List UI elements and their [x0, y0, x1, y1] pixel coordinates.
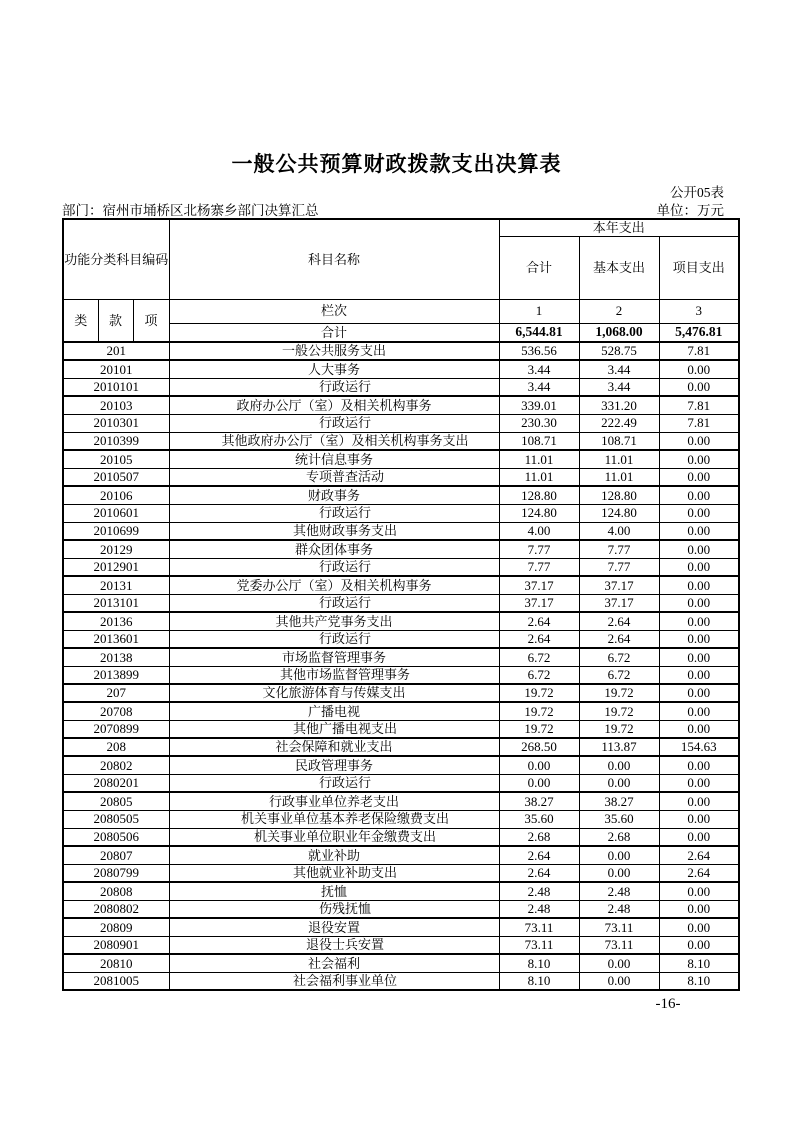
row-total-value: 6.72: [499, 666, 579, 684]
table-row: [63, 432, 739, 450]
row-project-expense-value: 0.00: [659, 684, 739, 702]
row-total-value: 7.77: [499, 558, 579, 576]
row-project-expense-value: 0.00: [659, 828, 739, 846]
row-project-expense-value: 154.63: [659, 738, 739, 756]
row-code: 20805: [63, 792, 169, 810]
row-total-value: 2.64: [499, 612, 579, 630]
table-row: [63, 810, 739, 828]
row-basic-expense-value: 35.60: [579, 810, 659, 828]
row-total-value: 2.48: [499, 900, 579, 918]
row-subject-name: 行政运行: [169, 630, 499, 648]
row-basic-expense-value: 4.00: [579, 522, 659, 540]
row-code: 2013899: [63, 666, 169, 684]
header-current-year-group: 本年支出: [499, 219, 739, 236]
table-row: [63, 486, 739, 504]
row-basic-expense-value: 2.64: [579, 612, 659, 630]
row-project-expense-value: 0.00: [659, 936, 739, 954]
table-row: [63, 522, 739, 540]
header-row-groups: [63, 219, 739, 236]
table-row: [63, 342, 739, 360]
row-basic-expense-value: 73.11: [579, 936, 659, 954]
row-total-value: 108.71: [499, 432, 579, 450]
row-basic-expense-value: 108.71: [579, 432, 659, 450]
row-total-value: 19.72: [499, 702, 579, 720]
table-row: [63, 864, 739, 882]
row-subject-name: 社会福利事业单位: [169, 972, 499, 990]
row-code: 2080901: [63, 936, 169, 954]
row-subject-name: 其他广播电视支出: [169, 720, 499, 738]
row-total-value: 37.17: [499, 594, 579, 612]
row-project-expense-value: 0.00: [659, 360, 739, 378]
row-code: 2080799: [63, 864, 169, 882]
row-project-expense-value: 0.00: [659, 666, 739, 684]
row-project-expense-value: 2.64: [659, 846, 739, 864]
row-basic-expense-value: 11.01: [579, 468, 659, 486]
row-total-value: 128.80: [499, 486, 579, 504]
row-basic-expense-value: 19.72: [579, 720, 659, 738]
row-project-expense-value: 0.00: [659, 450, 739, 468]
row-basic-expense-value: 7.77: [579, 558, 659, 576]
row-subject-name: 社会保障和就业支出: [169, 738, 499, 756]
row-subject-name: 政府办公厅（室）及相关机构事务: [169, 396, 499, 414]
row-total-value: 6.72: [499, 648, 579, 666]
row-basic-expense-value: 19.72: [579, 684, 659, 702]
row-code: 2013601: [63, 630, 169, 648]
row-total-value: 0.00: [499, 774, 579, 792]
row-project-expense-value: 0.00: [659, 774, 739, 792]
row-total-value: 38.27: [499, 792, 579, 810]
table-row: [63, 720, 739, 738]
row-code: 20106: [63, 486, 169, 504]
row-subject-name: 行政运行: [169, 594, 499, 612]
table-row: [63, 540, 739, 558]
row-subject-name: 人大事务: [169, 360, 499, 378]
header-col-project-expense: 项目支出: [659, 236, 739, 299]
department-label: 部门：宿州市埇桥区北杨寨乡部门决算汇总: [62, 203, 319, 218]
row-total-value: 7.77: [499, 540, 579, 558]
row-total-value: 19.72: [499, 720, 579, 738]
table-row: [63, 936, 739, 954]
row-basic-expense-value: 0.00: [579, 864, 659, 882]
row-code: 2012901: [63, 558, 169, 576]
row-code: 207: [63, 684, 169, 702]
row-total-value: 11.01: [499, 468, 579, 486]
header-col-item: 项: [133, 299, 169, 342]
row-basic-expense-value: 3.44: [579, 360, 659, 378]
row-subject-name: 其他市场监督管理事务: [169, 666, 499, 684]
row-total-value: 19.72: [499, 684, 579, 702]
row-project-expense-value: 0.00: [659, 630, 739, 648]
row-basic-expense-value: 113.87: [579, 738, 659, 756]
table-row: [63, 828, 739, 846]
unit-label: 单位：万元: [656, 203, 724, 218]
row-subject-name: 抚恤: [169, 882, 499, 900]
row-total-value: 230.30: [499, 414, 579, 432]
row-project-expense-value: 0.00: [659, 810, 739, 828]
row-subject-name: 群众团体事务: [169, 540, 499, 558]
row-code: 20810: [63, 954, 169, 972]
row-project-expense-value: 0.00: [659, 882, 739, 900]
row-basic-expense-value: 528.75: [579, 342, 659, 360]
row-total-value: 11.01: [499, 450, 579, 468]
public-table-label: 公开05表: [670, 185, 724, 200]
table-row: [63, 702, 739, 720]
row-code: 2010699: [63, 522, 169, 540]
row-code: 2080201: [63, 774, 169, 792]
row-subject-name: 其他共产党事务支出: [169, 612, 499, 630]
row-code: 20101: [63, 360, 169, 378]
row-code: 20103: [63, 396, 169, 414]
row-code: 20807: [63, 846, 169, 864]
table-row: [63, 630, 739, 648]
row-project-expense-value: 8.10: [659, 972, 739, 990]
row-code: 20136: [63, 612, 169, 630]
grand-total-label: 合计: [169, 323, 499, 342]
row-basic-expense-value: 2.48: [579, 900, 659, 918]
row-basic-expense-value: 0.00: [579, 846, 659, 864]
row-code: 2080506: [63, 828, 169, 846]
row-code: 20131: [63, 576, 169, 594]
row-subject-name: 市场监督管理事务: [169, 648, 499, 666]
row-basic-expense-value: 6.72: [579, 648, 659, 666]
row-basic-expense-value: 0.00: [579, 774, 659, 792]
row-total-value: 2.64: [499, 846, 579, 864]
table-row: [63, 918, 739, 936]
table-row: [63, 684, 739, 702]
table-row: [63, 378, 739, 396]
row-total-value: 536.56: [499, 342, 579, 360]
row-total-value: 2.48: [499, 882, 579, 900]
row-subject-name: 广播电视: [169, 702, 499, 720]
row-code: 2010399: [63, 432, 169, 450]
table-row: [63, 972, 739, 990]
header-col-index-1: 1: [499, 299, 579, 323]
table-row: [63, 792, 739, 810]
table-row: [63, 450, 739, 468]
row-subject-name: 专项普查活动: [169, 468, 499, 486]
row-total-value: 73.11: [499, 918, 579, 936]
row-project-expense-value: 7.81: [659, 342, 739, 360]
header-col-basic-expense: 基本支出: [579, 236, 659, 299]
row-total-value: 268.50: [499, 738, 579, 756]
row-code: 2013101: [63, 594, 169, 612]
row-code: 2081005: [63, 972, 169, 990]
table-row: [63, 504, 739, 522]
row-project-expense-value: 0.00: [659, 378, 739, 396]
row-total-value: 37.17: [499, 576, 579, 594]
row-subject-name: 一般公共服务支出: [169, 342, 499, 360]
row-subject-name: 行政运行: [169, 558, 499, 576]
row-subject-name: 机关事业单位基本养老保险缴费支出: [169, 810, 499, 828]
table-row: [63, 846, 739, 864]
row-project-expense-value: 0.00: [659, 720, 739, 738]
row-code: 208: [63, 738, 169, 756]
row-project-expense-value: 2.64: [659, 864, 739, 882]
row-subject-name: 社会福利: [169, 954, 499, 972]
budget-table: [62, 218, 740, 991]
row-total-value: 3.44: [499, 378, 579, 396]
header-col-total: 合计: [499, 236, 579, 299]
header-subject-name: 科目名称: [169, 219, 499, 299]
grand-total-basic: 1,068.00: [579, 323, 659, 342]
row-subject-name: 其他就业补助支出: [169, 864, 499, 882]
row-project-expense-value: 0.00: [659, 522, 739, 540]
row-code: 2080505: [63, 810, 169, 828]
row-project-expense-value: 0.00: [659, 702, 739, 720]
header-col-section: 款: [98, 299, 133, 342]
row-subject-name: 党委办公厅（室）及相关机构事务: [169, 576, 499, 594]
header-col-index-3: 3: [659, 299, 739, 323]
row-basic-expense-value: 7.77: [579, 540, 659, 558]
row-code: 20138: [63, 648, 169, 666]
row-project-expense-value: 7.81: [659, 414, 739, 432]
row-code: 2010601: [63, 504, 169, 522]
row-subject-name: 文化旅游体育与传媒支出: [169, 684, 499, 702]
row-basic-expense-value: 0.00: [579, 954, 659, 972]
row-basic-expense-value: 331.20: [579, 396, 659, 414]
table-row: [63, 900, 739, 918]
row-subject-name: 民政管理事务: [169, 756, 499, 774]
row-subject-name: 其他财政事务支出: [169, 522, 499, 540]
row-project-expense-value: 0.00: [659, 432, 739, 450]
row-total-value: 2.64: [499, 630, 579, 648]
table-row: [63, 594, 739, 612]
row-basic-expense-value: 19.72: [579, 702, 659, 720]
row-subject-name: 机关事业单位职业年金缴费支出: [169, 828, 499, 846]
row-project-expense-value: 8.10: [659, 954, 739, 972]
header-row-index-label: 栏次: [169, 299, 499, 323]
budget-table-body: [63, 219, 739, 990]
row-subject-name: 其他政府办公厅（室）及相关机构事务支出: [169, 432, 499, 450]
header-col-class: 类: [63, 299, 98, 342]
row-project-expense-value: 0.00: [659, 504, 739, 522]
table-row: [63, 774, 739, 792]
row-basic-expense-value: 2.68: [579, 828, 659, 846]
row-total-value: 339.01: [499, 396, 579, 414]
table-row: [63, 396, 739, 414]
row-basic-expense-value: 38.27: [579, 792, 659, 810]
row-project-expense-value: 0.00: [659, 612, 739, 630]
row-total-value: 73.11: [499, 936, 579, 954]
table-row: [63, 558, 739, 576]
table-row: [63, 612, 739, 630]
row-project-expense-value: 0.00: [659, 918, 739, 936]
row-basic-expense-value: 128.80: [579, 486, 659, 504]
row-total-value: 124.80: [499, 504, 579, 522]
row-subject-name: 行政运行: [169, 504, 499, 522]
meta-line: [62, 199, 730, 219]
row-code: 2010101: [63, 378, 169, 396]
row-basic-expense-value: 37.17: [579, 576, 659, 594]
row-basic-expense-value: 11.01: [579, 450, 659, 468]
row-total-value: 0.00: [499, 756, 579, 774]
row-project-expense-value: 0.00: [659, 468, 739, 486]
row-subject-name: 行政运行: [169, 414, 499, 432]
row-subject-name: 行政事业单位养老支出: [169, 792, 499, 810]
row-total-value: 3.44: [499, 360, 579, 378]
row-project-expense-value: 0.00: [659, 576, 739, 594]
table-row: [63, 468, 739, 486]
row-total-value: 2.64: [499, 864, 579, 882]
row-code: 2010301: [63, 414, 169, 432]
row-project-expense-value: 0.00: [659, 648, 739, 666]
row-project-expense-value: 0.00: [659, 594, 739, 612]
row-basic-expense-value: 37.17: [579, 594, 659, 612]
row-total-value: 35.60: [499, 810, 579, 828]
row-basic-expense-value: 3.44: [579, 378, 659, 396]
row-total-value: 2.68: [499, 828, 579, 846]
table-row: [63, 882, 739, 900]
row-code: 2080802: [63, 900, 169, 918]
row-code: 20802: [63, 756, 169, 774]
row-code: 20708: [63, 702, 169, 720]
row-basic-expense-value: 124.80: [579, 504, 659, 522]
row-project-expense-value: 0.00: [659, 756, 739, 774]
row-basic-expense-value: 6.72: [579, 666, 659, 684]
row-basic-expense-value: 2.48: [579, 882, 659, 900]
row-project-expense-value: 0.00: [659, 792, 739, 810]
row-total-value: 8.10: [499, 972, 579, 990]
table-row: [63, 738, 739, 756]
row-basic-expense-value: 2.64: [579, 630, 659, 648]
table-row: [63, 576, 739, 594]
row-subject-name: 退役士兵安置: [169, 936, 499, 954]
table-row: [63, 648, 739, 666]
row-basic-expense-value: 0.00: [579, 972, 659, 990]
row-code: 20129: [63, 540, 169, 558]
row-total-value: 8.10: [499, 954, 579, 972]
row-project-expense-value: 0.00: [659, 540, 739, 558]
row-project-expense-value: 0.00: [659, 486, 739, 504]
row-subject-name: 财政事务: [169, 486, 499, 504]
row-basic-expense-value: 73.11: [579, 918, 659, 936]
row-code: 20105: [63, 450, 169, 468]
row-project-expense-value: 0.00: [659, 900, 739, 918]
row-subject-name: 行政运行: [169, 774, 499, 792]
table-row: [63, 360, 739, 378]
row-subject-name: 行政运行: [169, 378, 499, 396]
row-total-value: 4.00: [499, 522, 579, 540]
grand-total-project: 5,476.81: [659, 323, 739, 342]
row-code: 20809: [63, 918, 169, 936]
table-row: [63, 954, 739, 972]
row-subject-name: 退役安置: [169, 918, 499, 936]
row-subject-name: 伤残抚恤: [169, 900, 499, 918]
row-code: 201: [63, 342, 169, 360]
page-title: 一般公共预算财政拨款支出决算表: [231, 152, 562, 176]
page-number: -16-: [655, 996, 681, 1012]
table-row: [63, 666, 739, 684]
row-basic-expense-value: 0.00: [579, 756, 659, 774]
row-project-expense-value: 7.81: [659, 396, 739, 414]
row-project-expense-value: 0.00: [659, 558, 739, 576]
header-col-index-2: 2: [579, 299, 659, 323]
table-row: [63, 414, 739, 432]
row-basic-expense-value: 222.49: [579, 414, 659, 432]
row-code: 2010507: [63, 468, 169, 486]
header-code-group: 功能分类科目编码: [63, 219, 169, 299]
table-row: [63, 756, 739, 774]
row-subject-name: 就业补助: [169, 846, 499, 864]
row-code: 2070899: [63, 720, 169, 738]
grand-total-sum: 6,544.81: [499, 323, 579, 342]
row-subject-name: 统计信息事务: [169, 450, 499, 468]
row-code: 20808: [63, 882, 169, 900]
header-row-index: [63, 299, 739, 323]
